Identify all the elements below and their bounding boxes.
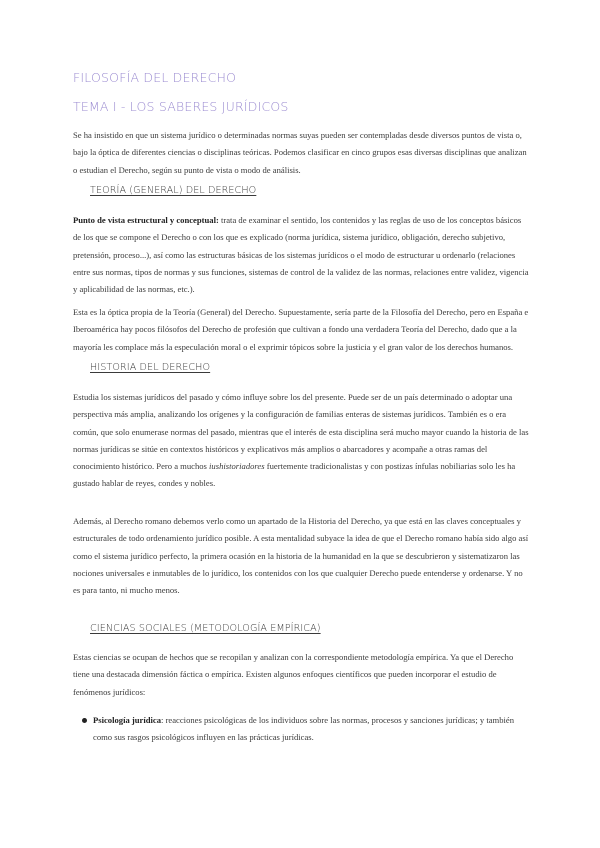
section-heading-teoria: TEORÍA (GENERAL) DEL DERECHO: [90, 185, 257, 196]
document-title: FILOSOFÍA DEL DERECHO: [73, 70, 237, 85]
list-item: [93, 712, 533, 747]
document-subtitle: TEMA I - LOS SABERES JURÍDICOS: [73, 99, 289, 114]
historia-paragraph-1-text-a: Estudia los sistemas jurídicos del pasado y cómo influye sobre los del presente. Puede ser de un país determinado o adoptar una perspectiva más amplia, analizando los orígenes y la configuración de familias enteras de sistemas jurídicos. También es o era común, que solo enumerase normas del pasado, mientras que el interés de esta disciplina será mucho mayor cuando la historia de las normas jurídicas se sitúe en contextos históricos y explicativos más amplios o abarcadores y acompañe a otras ramas del conocimiento histórico. Pero a muchos: [73, 392, 529, 472]
teoria-paragraph-1: [73, 212, 531, 298]
historia-italic-term: iushistoriadores: [209, 461, 265, 472]
ciencias-paragraph-1: Estas ciencias se ocupan de hechos que se recopilan y analizan con la correspondiente metodología empírica. Ya que el Derecho tiene una destacada dimensión fáctica o empírica. Existen algunos enfoques científicos que pueden incorporar el estudio de fenómenos jurídicos:: [73, 652, 514, 697]
section-heading-historia: HISTORIA DEL DERECHO: [90, 362, 211, 373]
teoria-paragraph-1-text: trata de examinar el sentido, los contenidos y las reglas de uso de los conceptos básicos de los que se compone el Derecho o con los que es explicado (norma jurídica, sistema jurídico, obligación, derecho subjetivo, pretensión, proceso...), así como las estructuras básicas de los sistemas jurídicos o el modo de estructurar u ordenarlo (relaciones entre sus normas, tipos de normas y sus funciones, sistemas de control de la validez de las normas, relaciones entre validez, vigencia y aplicabilidad de las normas, etc.).: [73, 215, 529, 295]
bullet-text: : reacciones psicológicas de los individuos sobre las normas, procesos y sanciones jurídicas; y también como sus rasgos psicológicos influyen en las prácticas jurídicas.: [93, 715, 515, 743]
bullet-icon: [82, 718, 87, 723]
teoria-bold-label: Punto de vista estructural y conceptual:: [73, 215, 219, 225]
historia-paragraph-1-text-b: fuertemente tradicionalistas y con postizas ínfulas nobiliarias solo les ha gustado hablar de reyes, condes y nobles.: [73, 461, 516, 489]
teoria-paragraph-2: Esta es la óptica propia de la Teoría (General) del Derecho. Supuestamente, sería parte de la Filosofía del Derecho, pero en España e Iberoamérica hay pocos filósofos del Derecho de profesión que cultivan a fondo una verdadera Teoría del Derecho, dado que a la mayoría les complace más la especulación moral o el exprimir tópicos sobre la justicia y el gran valor de los derechos humanos.: [73, 307, 529, 352]
section-heading-ciencias: CIENCIAS SOCIALES (METODOLOGÍA EMPÍRICA): [90, 623, 321, 634]
intro-paragraph: Se ha insistido en que un sistema jurídico o determinadas normas suyas pueden ser contempladas desde diversos puntos de vista o, bajo la óptica de diferentes ciencias o disciplinas teóricas. Podemos clasificar en cinco grupos esas diversas disciplinas que analizan o estudian el Derecho, según su punto de vista o modo de análisis.: [73, 130, 527, 175]
historia-paragraph-1: [73, 389, 531, 493]
bullet-bold-label: Psicología jurídica: [93, 715, 162, 725]
historia-paragraph-2: Además, al Derecho romano debemos verlo como un apartado de la Historia del Derecho, ya que está en las claves conceptuales y estructurales de todo ordenamiento jurídico posible. A esta mentalidad subyace la idea de que el Derecho romano había sido algo así como el sistema jurídico perfecto, la primera ocasión en la historia de la humanidad en la que se descubrieron y sistematizaron las nociones universales e inmutables de lo jurídico, los contenidos con los que cualquier Derecho puede entenderse y ordenarse. Y no es para tanto, ni mucho menos.: [73, 516, 529, 596]
